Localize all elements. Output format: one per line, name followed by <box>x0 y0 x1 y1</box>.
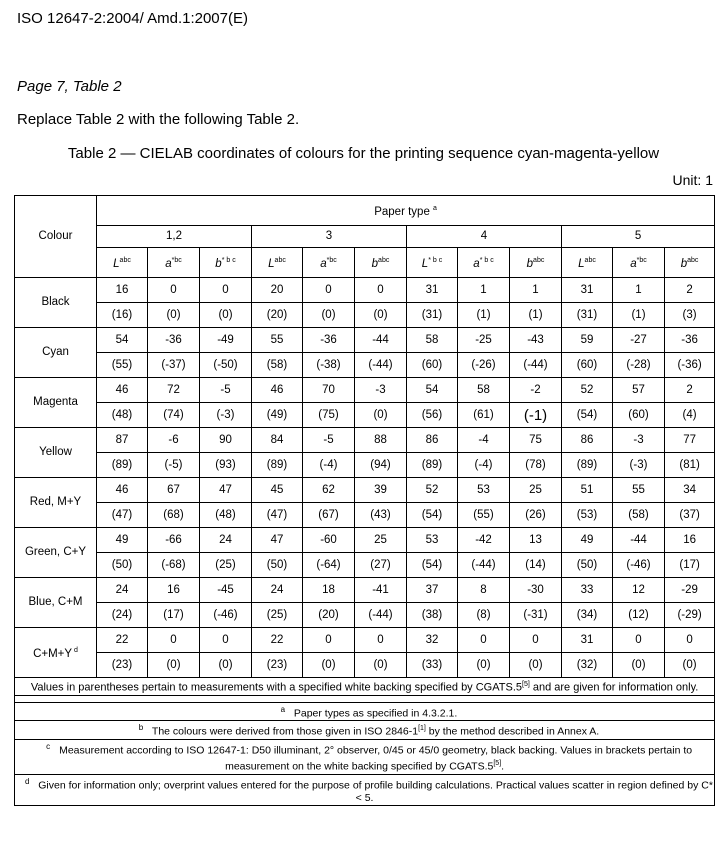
value-cell-backing: (31) <box>562 303 613 328</box>
value-cell: 88 <box>355 428 407 453</box>
value-cell-backing: (54) <box>407 553 458 578</box>
coord-header: $L^{abc}$ <box>97 248 148 278</box>
value-cell: 31 <box>407 278 458 303</box>
value-cell: -27 <box>613 328 665 353</box>
value-cell: 16 <box>665 528 715 553</box>
coord-header: $a^{*bc}$ <box>613 248 665 278</box>
value-cell-backing: (89) <box>562 453 613 478</box>
value-cell: 46 <box>97 478 148 503</box>
value-cell: -2 <box>510 378 562 403</box>
value-cell-backing: (53) <box>562 503 613 528</box>
value-cell: 24 <box>252 578 303 603</box>
value-cell: 22 <box>97 628 148 653</box>
value-cell: -60 <box>303 528 355 553</box>
value-cell: 67 <box>148 478 200 503</box>
coord-header: $L^{* b c}$ <box>407 248 458 278</box>
value-cell-backing: (89) <box>97 453 148 478</box>
value-cell: 20 <box>252 278 303 303</box>
value-cell-backing: (0) <box>303 653 355 678</box>
value-cell-backing: (58) <box>613 503 665 528</box>
value-cell-backing: (-36) <box>665 353 715 378</box>
value-cell: 58 <box>407 328 458 353</box>
coord-header: $a^{*bc}$ <box>148 248 200 278</box>
value-cell-backing: (-46) <box>200 603 252 628</box>
value-cell: 49 <box>562 528 613 553</box>
coord-header: $b^{* b c}$ <box>200 248 252 278</box>
value-cell: -3 <box>355 378 407 403</box>
paper-type-label: 5 <box>562 226 715 248</box>
coord-header: $a^{*bc}$ <box>303 248 355 278</box>
value-cell: 0 <box>148 278 200 303</box>
value-cell-backing: (33) <box>407 653 458 678</box>
value-cell: 33 <box>562 578 613 603</box>
value-cell: -30 <box>510 578 562 603</box>
value-cell-backing: (-68) <box>148 553 200 578</box>
value-cell-backing: (94) <box>355 453 407 478</box>
document-header: ISO 12647-2:2004/ Amd.1:2007(E) <box>17 10 248 27</box>
value-cell-backing: (-46) <box>613 553 665 578</box>
footnote: c Measurement according to ISO 12647-1: D50 illuminant, 2° observer, 0/45 or 45/0 geometry, black backing. Values in brackets pertain to measurement on the white backing specified by CGATS.5[5]. <box>15 739 715 774</box>
value-cell: 55 <box>613 478 665 503</box>
value-cell: 18 <box>303 578 355 603</box>
value-cell: 47 <box>200 478 252 503</box>
value-cell-backing: (23) <box>252 653 303 678</box>
value-cell-backing: (61) <box>458 403 510 428</box>
value-cell: -44 <box>355 328 407 353</box>
value-cell-backing: (-28) <box>613 353 665 378</box>
value-cell-backing: (0) <box>355 403 407 428</box>
coord-header: $b^{abc}$ <box>665 248 715 278</box>
value-cell: 86 <box>407 428 458 453</box>
value-cell-backing: (0) <box>613 653 665 678</box>
page-reference: Page 7, Table 2 <box>17 78 122 95</box>
value-cell-backing: (4) <box>665 403 715 428</box>
value-cell: 1 <box>510 278 562 303</box>
paper-type-label: 3 <box>252 226 407 248</box>
value-cell: 2 <box>665 278 715 303</box>
colour-label: Black <box>15 278 97 328</box>
value-cell-backing: (-5) <box>148 453 200 478</box>
value-cell-backing: (3) <box>665 303 715 328</box>
value-cell-backing: (0) <box>665 653 715 678</box>
value-cell: 75 <box>510 428 562 453</box>
value-cell-backing: (27) <box>355 553 407 578</box>
replace-instruction: Replace Table 2 with the following Table 2. <box>17 111 300 128</box>
value-cell-backing: (0) <box>303 303 355 328</box>
value-cell: 0 <box>458 628 510 653</box>
value-cell: 0 <box>613 628 665 653</box>
value-cell-backing: (16) <box>97 303 148 328</box>
value-cell-backing: (26) <box>510 503 562 528</box>
value-cell-backing: (55) <box>97 353 148 378</box>
value-cell: 0 <box>200 278 252 303</box>
value-cell-backing: (17) <box>148 603 200 628</box>
value-cell-backing: (20) <box>303 603 355 628</box>
value-cell-backing: (0) <box>355 303 407 328</box>
value-cell-backing: (60) <box>613 403 665 428</box>
value-cell: 39 <box>355 478 407 503</box>
value-cell-backing: (1) <box>510 303 562 328</box>
value-cell: 13 <box>510 528 562 553</box>
colour-label: Cyan <box>15 328 97 378</box>
value-cell-backing: (-3) <box>200 403 252 428</box>
paper-type-label: 1,2 <box>97 226 252 248</box>
value-cell-backing: (48) <box>97 403 148 428</box>
value-cell-backing: (50) <box>562 553 613 578</box>
value-cell: 0 <box>355 278 407 303</box>
value-cell-backing: (23) <box>97 653 148 678</box>
value-cell: 77 <box>665 428 715 453</box>
value-cell: 54 <box>407 378 458 403</box>
value-cell-backing: (32) <box>562 653 613 678</box>
colour-label: Blue, C+M <box>15 578 97 628</box>
value-cell: 0 <box>303 278 355 303</box>
value-cell: 24 <box>97 578 148 603</box>
table-note: Values in parentheses pertain to measurements with a specified white backing specified by CGATS.5[5] and are given for information only. <box>15 678 715 696</box>
value-cell-backing: (54) <box>407 503 458 528</box>
colour-label: Magenta <box>15 378 97 428</box>
value-cell-backing: (17) <box>665 553 715 578</box>
value-cell: 0 <box>148 628 200 653</box>
value-cell: 0 <box>303 628 355 653</box>
value-cell: -66 <box>148 528 200 553</box>
value-cell: 51 <box>562 478 613 503</box>
value-cell-backing: (60) <box>407 353 458 378</box>
value-cell-backing: (37) <box>665 503 715 528</box>
value-cell-backing: (49) <box>252 403 303 428</box>
value-cell: -49 <box>200 328 252 353</box>
value-cell-backing: (50) <box>252 553 303 578</box>
value-cell: 55 <box>252 328 303 353</box>
value-cell-backing: (-44) <box>510 353 562 378</box>
value-cell: 25 <box>510 478 562 503</box>
colour-label: C+M+Y $^d$ <box>15 628 97 678</box>
value-cell-backing: (-44) <box>355 603 407 628</box>
value-cell-backing: (-4) <box>458 453 510 478</box>
value-cell: 46 <box>252 378 303 403</box>
coord-header: $b^{abc}$ <box>355 248 407 278</box>
value-cell: 84 <box>252 428 303 453</box>
value-cell-backing: (-1) <box>510 403 562 428</box>
value-cell: 45 <box>252 478 303 503</box>
value-cell-backing: (12) <box>613 603 665 628</box>
value-cell: -36 <box>148 328 200 353</box>
value-cell: 87 <box>97 428 148 453</box>
value-cell-backing: (47) <box>252 503 303 528</box>
value-cell: 1 <box>458 278 510 303</box>
value-cell-backing: (38) <box>407 603 458 628</box>
value-cell-backing: (0) <box>355 653 407 678</box>
colour-label: Red, M+Y <box>15 478 97 528</box>
value-cell: 86 <box>562 428 613 453</box>
value-cell-backing: (-37) <box>148 353 200 378</box>
value-cell-backing: (-26) <box>458 353 510 378</box>
value-cell: 72 <box>148 378 200 403</box>
value-cell-backing: (89) <box>252 453 303 478</box>
value-cell: 8 <box>458 578 510 603</box>
value-cell-backing: (0) <box>200 653 252 678</box>
value-cell-backing: (58) <box>252 353 303 378</box>
value-cell: 57 <box>613 378 665 403</box>
value-cell: -6 <box>148 428 200 453</box>
value-cell-backing: (56) <box>407 403 458 428</box>
value-cell: 22 <box>252 628 303 653</box>
value-cell-backing: (60) <box>562 353 613 378</box>
value-cell-backing: (55) <box>458 503 510 528</box>
value-cell: 47 <box>252 528 303 553</box>
value-cell: 0 <box>355 628 407 653</box>
value-cell-backing: (25) <box>252 603 303 628</box>
value-cell-backing: (-38) <box>303 353 355 378</box>
value-cell-backing: (68) <box>148 503 200 528</box>
value-cell: 12 <box>613 578 665 603</box>
value-cell: 49 <box>97 528 148 553</box>
table-caption: Table 2 — CIELAB coordinates of colours for the printing sequence cyan-magenta-yellow <box>67 145 660 162</box>
value-cell-backing: (0) <box>148 653 200 678</box>
value-cell-backing: (47) <box>97 503 148 528</box>
value-cell: -4 <box>458 428 510 453</box>
value-cell: 1 <box>613 278 665 303</box>
paper-type-header: Paper type $^a$ <box>97 196 715 226</box>
value-cell-backing: (89) <box>407 453 458 478</box>
value-cell: 90 <box>200 428 252 453</box>
value-cell-backing: (0) <box>458 653 510 678</box>
value-cell-backing: (-44) <box>355 353 407 378</box>
value-cell: 46 <box>97 378 148 403</box>
value-cell-backing: (8) <box>458 603 510 628</box>
value-cell-backing: (54) <box>562 403 613 428</box>
coord-header: $L^{abc}$ <box>562 248 613 278</box>
footnote: a Paper types as specified in 4.3.2.1. <box>15 702 715 721</box>
value-cell-backing: (14) <box>510 553 562 578</box>
value-cell-backing: (20) <box>252 303 303 328</box>
value-cell: 31 <box>562 628 613 653</box>
value-cell: -5 <box>303 428 355 453</box>
value-cell-backing: (67) <box>303 503 355 528</box>
value-cell: -42 <box>458 528 510 553</box>
coord-header: $b^{abc}$ <box>510 248 562 278</box>
value-cell: 37 <box>407 578 458 603</box>
value-cell-backing: (48) <box>200 503 252 528</box>
value-cell: 34 <box>665 478 715 503</box>
value-cell-backing: (31) <box>407 303 458 328</box>
value-cell: 2 <box>665 378 715 403</box>
value-cell-backing: (0) <box>510 653 562 678</box>
value-cell: 62 <box>303 478 355 503</box>
value-cell: -44 <box>613 528 665 553</box>
value-cell-backing: (1) <box>613 303 665 328</box>
value-cell-backing: (-3) <box>613 453 665 478</box>
value-cell: -36 <box>665 328 715 353</box>
value-cell: 0 <box>200 628 252 653</box>
footnote: d Given for information only; overprint values entered for the purpose of profile building calculations. Practical values scatter in region defined by C*< 5. <box>15 774 715 806</box>
value-cell-backing: (-29) <box>665 603 715 628</box>
value-cell-backing: (-31) <box>510 603 562 628</box>
cielab-table <box>14 195 715 806</box>
value-cell: 0 <box>665 628 715 653</box>
value-cell-backing: (25) <box>200 553 252 578</box>
value-cell-backing: (-50) <box>200 353 252 378</box>
value-cell-backing: (74) <box>148 403 200 428</box>
value-cell: 16 <box>97 278 148 303</box>
value-cell: 53 <box>458 478 510 503</box>
value-cell: -25 <box>458 328 510 353</box>
colour-label: Yellow <box>15 428 97 478</box>
footnote: b The colours were derived from those given in ISO 2846-1[1] by the method described in Annex A. <box>15 721 715 740</box>
value-cell: -43 <box>510 328 562 353</box>
value-cell-backing: (78) <box>510 453 562 478</box>
value-cell-backing: (1) <box>458 303 510 328</box>
value-cell-backing: (81) <box>665 453 715 478</box>
value-cell-backing: (50) <box>97 553 148 578</box>
coord-header: $a^{* b c}$ <box>458 248 510 278</box>
value-cell: 59 <box>562 328 613 353</box>
value-cell-backing: (24) <box>97 603 148 628</box>
value-cell-backing: (-64) <box>303 553 355 578</box>
paper-type-label: 4 <box>407 226 562 248</box>
value-cell: 53 <box>407 528 458 553</box>
value-cell: -36 <box>303 328 355 353</box>
value-cell-backing: (-4) <box>303 453 355 478</box>
value-cell-backing: (0) <box>148 303 200 328</box>
unit-label: Unit: 1 <box>672 172 713 188</box>
colour-header: Colour <box>15 196 97 278</box>
colour-label: Green, C+Y <box>15 528 97 578</box>
value-cell: 70 <box>303 378 355 403</box>
value-cell: 58 <box>458 378 510 403</box>
value-cell-backing: (43) <box>355 503 407 528</box>
value-cell-backing: (-44) <box>458 553 510 578</box>
value-cell: -3 <box>613 428 665 453</box>
value-cell: 0 <box>510 628 562 653</box>
value-cell: 52 <box>407 478 458 503</box>
value-cell-backing: (75) <box>303 403 355 428</box>
value-cell: -29 <box>665 578 715 603</box>
value-cell: 24 <box>200 528 252 553</box>
value-cell: -41 <box>355 578 407 603</box>
value-cell-backing: (34) <box>562 603 613 628</box>
value-cell: 25 <box>355 528 407 553</box>
value-cell: -5 <box>200 378 252 403</box>
value-cell-backing: (93) <box>200 453 252 478</box>
value-cell: 52 <box>562 378 613 403</box>
value-cell-backing: (0) <box>200 303 252 328</box>
coord-header: $L^{abc}$ <box>252 248 303 278</box>
value-cell: -45 <box>200 578 252 603</box>
value-cell: 32 <box>407 628 458 653</box>
value-cell: 16 <box>148 578 200 603</box>
value-cell: 31 <box>562 278 613 303</box>
value-cell: 54 <box>97 328 148 353</box>
